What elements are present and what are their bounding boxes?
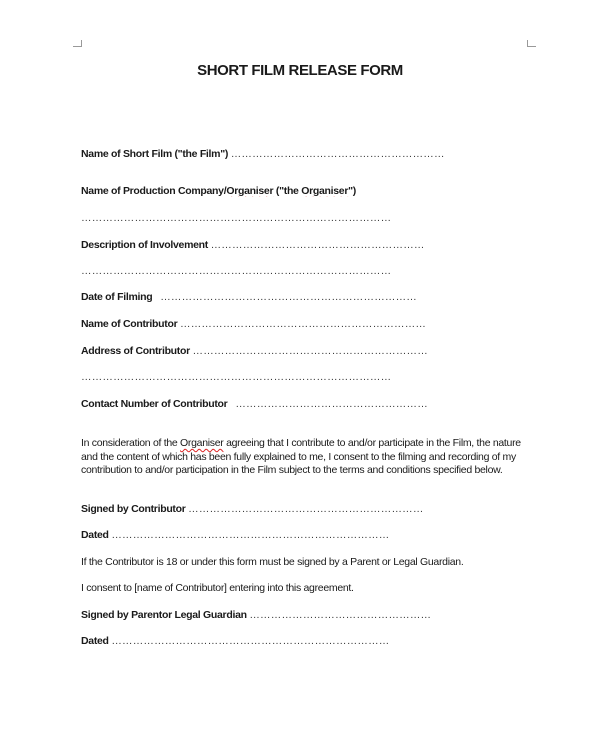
film-name-field[interactable]: [81, 148, 471, 160]
spell-error-organiser-2: Organiser: [301, 185, 349, 197]
spell-error-organiser: Organiser: [226, 185, 274, 197]
signed-guardian-fill: ……………………………………………: [249, 609, 432, 621]
description-fill-line[interactable]: ……………………………………………………………………………: [81, 265, 392, 277]
dated-fill-2: ……………………………………………………………………: [111, 635, 390, 647]
signed-contributor-fill: …………………………………………………………: [188, 503, 424, 515]
signed-guardian-label: Signed by Parentor Legal Guardian: [81, 609, 247, 621]
contributor-name-label: Name of Contributor: [81, 318, 178, 330]
contributor-name-field[interactable]: [81, 318, 471, 330]
signed-guardian-field[interactable]: [81, 609, 481, 621]
dated-field-2[interactable]: [81, 635, 481, 647]
dated-field-1[interactable]: [81, 529, 471, 541]
film-name-label: Name of Short Film ("the Film"): [81, 148, 229, 160]
description-label: Description of Involvement: [81, 239, 208, 251]
contributor-address-label: Address of Contributor: [81, 345, 190, 357]
film-name-fill: ……………………………………………………: [230, 148, 445, 160]
address-fill-line[interactable]: ……………………………………………………………………………: [81, 371, 392, 383]
consent-line: I consent to [name of Contributor] entering into this agreement.: [81, 582, 354, 594]
contributor-name-fill: ……………………………………………………………: [180, 318, 427, 330]
contact-number-label: Contact Number of Contributor: [81, 398, 228, 410]
description-fill: ……………………………………………………: [210, 239, 425, 251]
guardian-note: If the Contributor is 18 or under this form must be signed by a Parent or Legal Guardian.: [81, 556, 464, 568]
dated-label-1: Dated: [81, 529, 109, 541]
contact-number-field[interactable]: [81, 398, 471, 410]
org-field-label: Name of Production Company/Organiser ("the Organiser"): [81, 185, 356, 197]
crop-mark-left: [73, 40, 82, 47]
crop-mark-right: [527, 40, 536, 47]
contributor-address-fill: …………………………………………………………: [192, 345, 428, 357]
dated-fill-1: ……………………………………………………………………: [111, 529, 390, 541]
signed-contributor-label: Signed by Contributor: [81, 503, 186, 515]
dated-label-2: Dated: [81, 635, 109, 647]
contributor-address-field[interactable]: [81, 345, 471, 357]
signed-contributor-field[interactable]: [81, 503, 471, 515]
description-field[interactable]: [81, 239, 471, 251]
contact-number-fill: ………………………………………………: [235, 398, 428, 410]
org-fill-line[interactable]: ……………………………………………………………………………: [81, 212, 392, 224]
spell-error-organiser-3: Organiser: [180, 437, 224, 449]
date-of-filming-field[interactable]: [81, 291, 471, 303]
consent-paragraph: In consideration of the Organiser agreeing that I contribute to and/or participate in the Film, the nature and the content of which has been fully explained to me, I consent to the filming and recording of my contribution to and/or participation in the Film subject to the terms and conditions specified below.: [81, 437, 521, 476]
date-of-filming-label: Date of Filming: [81, 291, 153, 303]
form-title: SHORT FILM RELEASE FORM: [197, 62, 403, 79]
date-of-filming-fill: ………………………………………………………………: [160, 291, 418, 303]
